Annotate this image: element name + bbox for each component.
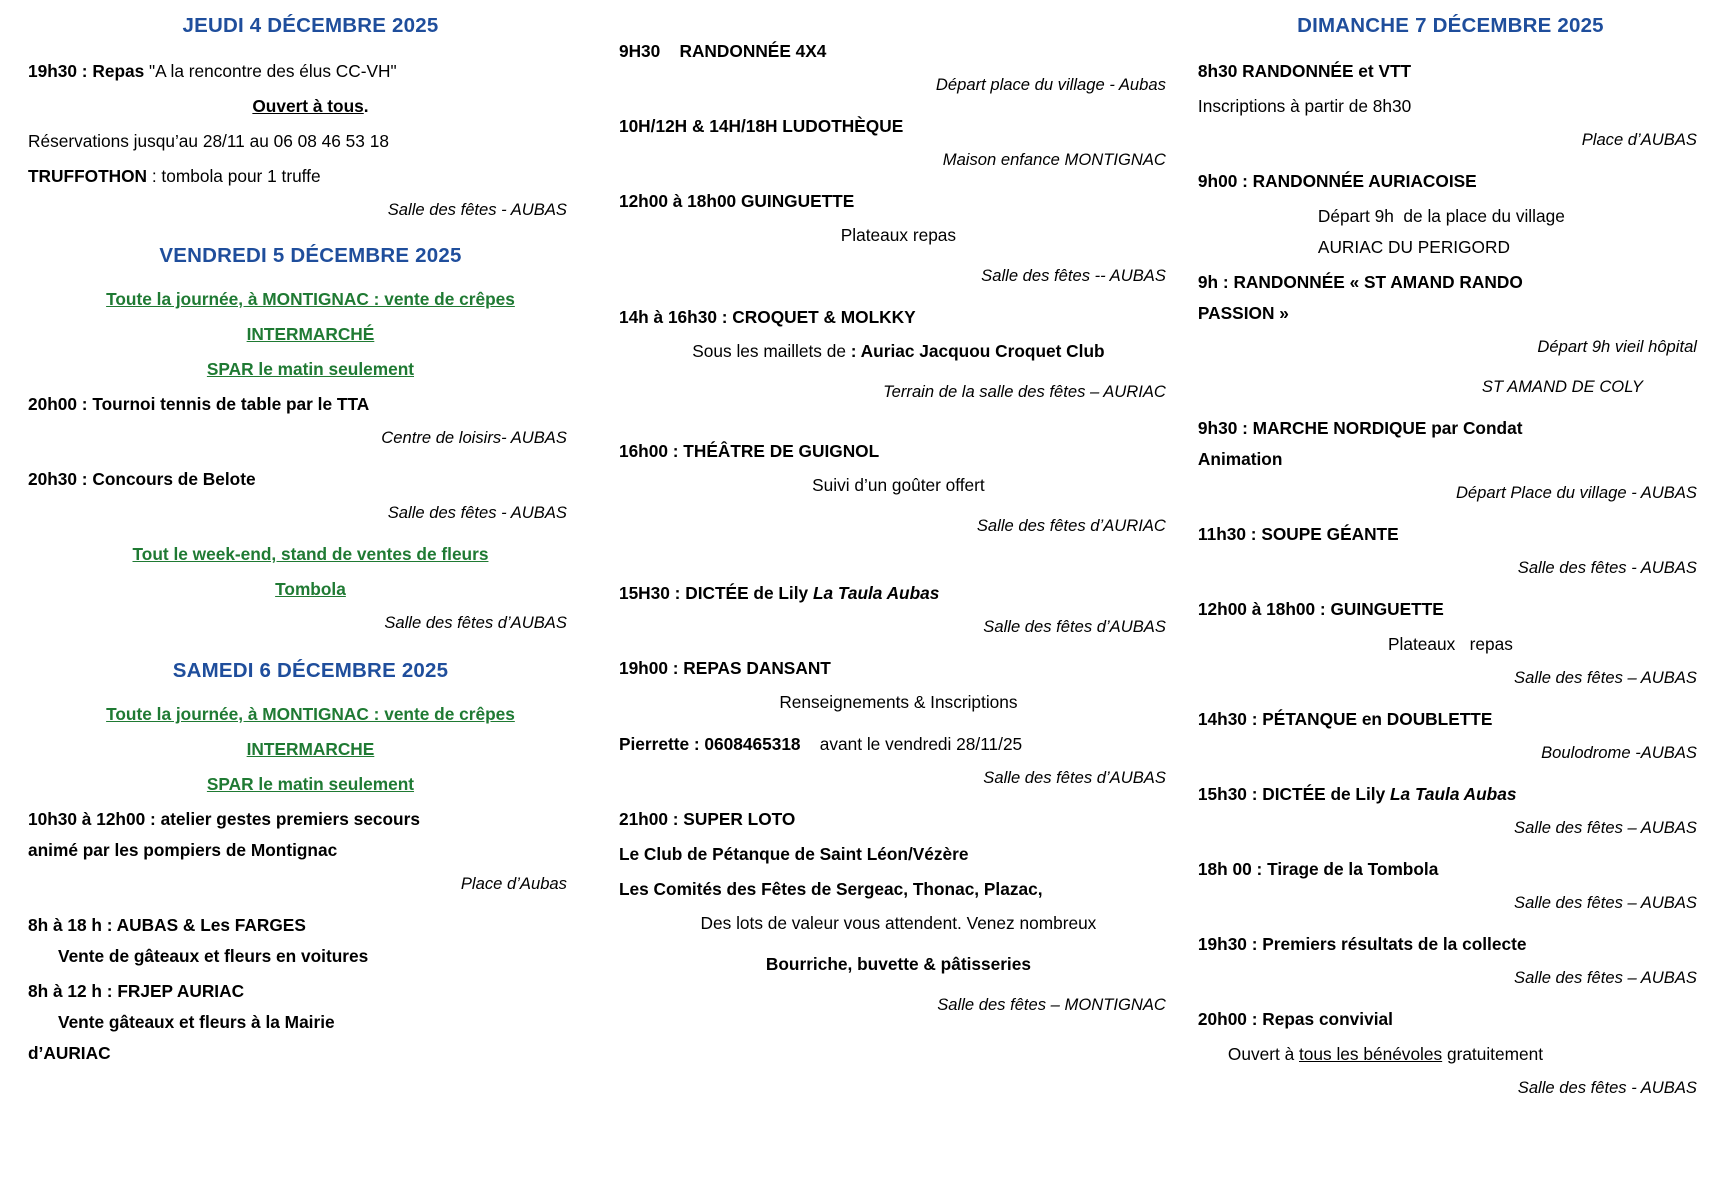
event-tennis-table: 20h00 : Tournoi tennis de table par le TTA — [28, 394, 370, 414]
event-croquet-molkky: 14h à 16h30 : CROQUET & MOLKKY — [618, 307, 916, 327]
day-title-friday: VENDREDI 5 DÉCEMBRE 2025 — [159, 244, 462, 267]
event-resultats-collecte: 19h30 : Premiers résultats de la collecte — [1197, 934, 1527, 954]
location-centre-loisirs: Centre de loisirs- AUBAS — [381, 428, 567, 447]
event-premiers-secours: 10h30 à 12h00 : atelier gestes premiers secours — [28, 809, 420, 829]
event-vente-gateaux-voitures: Vente de gâteaux et fleurs en voitures — [58, 946, 369, 966]
location-st-amand-de-coly: ST AMAND DE COLY — [1481, 377, 1643, 396]
event-rando-st-amand-2: PASSION » — [1197, 303, 1289, 323]
event-frjep-auriac: 8h à 12 h : FRJEP AURIAC — [28, 981, 245, 1001]
event-tirage-tombola: 18h 00 : Tirage de la Tombola — [1197, 859, 1439, 879]
location-aubas-2: Salle des fêtes - AUBAS — [387, 503, 567, 522]
location-aubas-7: Salle des fêtes - AUBAS — [1517, 558, 1697, 577]
location-aubas-4: Salle des fêtes -- AUBAS — [981, 266, 1166, 285]
repas-convivial-suffix: gratuitement — [1442, 1044, 1544, 1064]
open-to-all-dot: . — [363, 96, 369, 116]
location-aubas-12: Salle des fêtes - AUBAS — [1517, 1078, 1697, 1097]
event-vente-gateaux-mairie: Vente gâteaux et fleurs à la Mairie — [58, 1012, 335, 1032]
event-guinguette-dimanche: 12h00 à 18h00 : GUINGUETTE — [1197, 599, 1444, 619]
event-theatre-guignol: 16h00 : THÉÂTRE DE GUIGNOL — [618, 441, 880, 461]
highlight-spar-saturday: SPAR le matin seulement — [206, 774, 415, 794]
event-rando-auriacoise: 9h00 : RANDONNÉE AURIACOISE — [1197, 171, 1477, 191]
event-petanque-doublette: 14h30 : PÉTANQUE en DOUBLETTE — [1197, 709, 1493, 729]
dictee-dimanche-label: 15h30 : DICTÉE de Lily — [1197, 784, 1390, 804]
location-depart-place-village-aubas — [1198, 483, 1703, 503]
repas-dansant-info: Renseignements & Inscriptions — [779, 692, 1018, 712]
rando-vtt-inscriptions: Inscriptions à partir de 8h30 — [1197, 96, 1412, 116]
location-place-aubas: Place d’Aubas — [460, 874, 567, 893]
event-marche-nordique: 9h30 : MARCHE NORDIQUE par Condat — [1197, 418, 1523, 438]
highlight-intermarche-saturday: INTERMARCHE — [246, 739, 375, 759]
day-title-sunday: DIMANCHE 7 DÉCEMBRE 2025 — [1297, 14, 1604, 37]
event-aubas-farges: 8h à 18 h : AUBAS & Les FARGES — [28, 915, 306, 935]
croquet-organizer — [619, 341, 1178, 362]
event-repas-convivial: 20h00 : Repas convivial — [1197, 1009, 1393, 1029]
event-dictee-samedi — [619, 582, 1178, 605]
event-repas — [28, 60, 593, 83]
column-saturday-continued — [601, 6, 1188, 1193]
day-title-saturday: SAMEDI 6 DÉCEMBRE 2025 — [172, 659, 449, 682]
open-to-all-label: Ouvert à tous — [252, 96, 364, 116]
loto-bourriche: Bourriche, buvette & pâtisseries — [765, 954, 1031, 974]
location-aubas-3: Salle des fêtes d’AUBAS — [384, 613, 567, 632]
dictee-samedi-assoc: La Taula Aubas — [812, 583, 940, 603]
highlight-spar-friday: SPAR le matin seulement — [206, 359, 415, 379]
location-place-aubas-2: Place d’AUBAS — [1581, 130, 1697, 149]
dictee-samedi-label: 15H30 : DICTÉE de Lily — [618, 583, 813, 603]
location-terrain-auriac: Terrain de la salle des fêtes – AURIAC — [883, 382, 1166, 401]
event-ludotheque: 10H/12H & 14H/18H LUDOTHÈQUE — [618, 116, 904, 136]
event-repas-time-label: 19h30 : Repas — [28, 61, 145, 81]
repas-convivial-note — [1198, 1043, 1703, 1066]
repas-dansant-contact — [619, 733, 1178, 756]
event-dictee-dimanche — [1198, 783, 1703, 806]
event-premiers-secours-detail: animé par les pompiers de Montignac — [28, 840, 338, 860]
location-auriac-1: Salle des fêtes d’AURIAC — [976, 516, 1166, 535]
highlight-crepes-saturday: Toute la journée, à MONTIGNAC : vente de crêpes — [106, 704, 515, 724]
location-aubas-8: Salle des fêtes – AUBAS — [1514, 668, 1697, 687]
location-maison-enfance: Maison enfance MONTIGNAC — [942, 150, 1166, 169]
location-aubas-9: Salle des fêtes – AUBAS — [1514, 818, 1697, 837]
rando-auriacoise-depart: Départ 9h de la place du village — [1317, 206, 1565, 226]
loto-comites-fetes: Les Comités des Fêtes de Sergeac, Thonac, Plazac, — [618, 879, 1043, 899]
event-repas-dansant: 19h00 : REPAS DANSANT — [618, 658, 831, 678]
location-boulodrome: Boulodrome -AUBAS — [1541, 743, 1697, 762]
repas-convivial-benevoles: tous les bénévoles — [1299, 1044, 1443, 1064]
column2-spacer-3 — [619, 556, 1178, 582]
event-rando-st-amand: 9h : RANDONNÉE « ST AMAND RANDO — [1197, 272, 1523, 292]
location-aubas-5: Salle des fêtes d’AUBAS — [983, 617, 1166, 636]
marche-depart-place: Place du village - AUBAS — [1510, 483, 1697, 502]
guignol-gouter: Suivi d’un goûter offert — [812, 475, 985, 495]
event-vente-gateaux-mairie-town: d’AURIAC — [28, 1043, 111, 1063]
location-aubas-6: Salle des fêtes d’AUBAS — [983, 768, 1166, 787]
rando-auriacoise-town: AURIAC DU PERIGORD — [1317, 237, 1510, 257]
repas-dansant-phone: Pierrette : 0608465318 — [618, 734, 801, 754]
event-belote: 20h30 : Concours de Belote — [28, 469, 256, 489]
highlight-tombola: Tombola — [275, 579, 346, 599]
column-thursday-friday-saturday — [14, 6, 601, 1193]
loto-club-petanque: Le Club de Pétanque de Saint Léon/Vézère — [618, 844, 969, 864]
event-rando-4x4: 9H30 RANDONNÉE 4X4 — [618, 41, 827, 61]
highlight-intermarche-friday: INTERMARCHÉ — [246, 324, 375, 344]
loto-lots: Des lots de valeur vous attendent. Venez nombreux — [700, 913, 1097, 933]
event-truffothon — [28, 165, 593, 188]
event-rando-vtt: 8h30 RANDONNÉE et VTT — [1197, 61, 1412, 81]
location-montignac: Salle des fêtes – MONTIGNAC — [937, 995, 1166, 1014]
marche-depart-prefix: Départ — [1455, 483, 1511, 502]
dictee-dimanche-assoc: La Taula Aubas — [1390, 784, 1517, 804]
truffothon-label: TRUFFOTHON — [28, 166, 148, 186]
column-sunday — [1188, 6, 1707, 1193]
location-depart-aubas: Départ place du village - Aubas — [935, 75, 1166, 94]
guinguette-dimanche-plateaux: Plateaux repas — [1388, 634, 1513, 654]
highlight-crepes-friday: Toute la journée, à MONTIGNAC : vente de crêpes — [106, 289, 515, 309]
event-guinguette-samedi: 12h00 à 18h00 GUINGUETTE — [618, 191, 855, 211]
repas-dansant-deadline: avant le vendredi 28/11/25 — [819, 734, 1023, 754]
location-aubas-10: Salle des fêtes – AUBAS — [1514, 893, 1697, 912]
event-marche-nordique-2: Animation — [1197, 449, 1283, 469]
guinguette-plateaux-repas: Plateaux repas — [840, 225, 957, 245]
croquet-organizer-prefix: Sous les maillets de — [692, 341, 846, 361]
event-soupe-geante: 11h30 : SOUPE GÉANTE — [1197, 524, 1399, 544]
day-title-thursday: JEUDI 4 DÉCEMBRE 2025 — [182, 14, 439, 37]
location-aubas-11: Salle des fêtes – AUBAS — [1514, 968, 1697, 987]
event-repas-open-note — [28, 95, 593, 118]
croquet-organizer-name: : Auriac Jacquou Croquet Club — [845, 341, 1105, 361]
event-repas-title: "A la rencontre des élus CC-VH" — [149, 61, 397, 81]
column2-spacer — [619, 6, 1178, 40]
truffothon-desc: : tombola pour 1 truffe — [147, 166, 321, 186]
location-vieil-hopital: Départ 9h vieil hôpital — [1537, 337, 1697, 356]
event-repas-reservation: Réservations jusqu’au 28/11 au 06 08 46 53 18 — [28, 131, 389, 151]
repas-convivial-prefix: Ouvert à — [1227, 1044, 1299, 1064]
event-super-loto: 21h00 : SUPER LOTO — [618, 809, 796, 829]
highlight-fleurs-weekend: Tout le week-end, stand de ventes de fleurs — [132, 544, 489, 564]
column2-spacer-2 — [619, 422, 1178, 440]
location-aubas-1: Salle des fêtes - AUBAS — [387, 200, 567, 219]
